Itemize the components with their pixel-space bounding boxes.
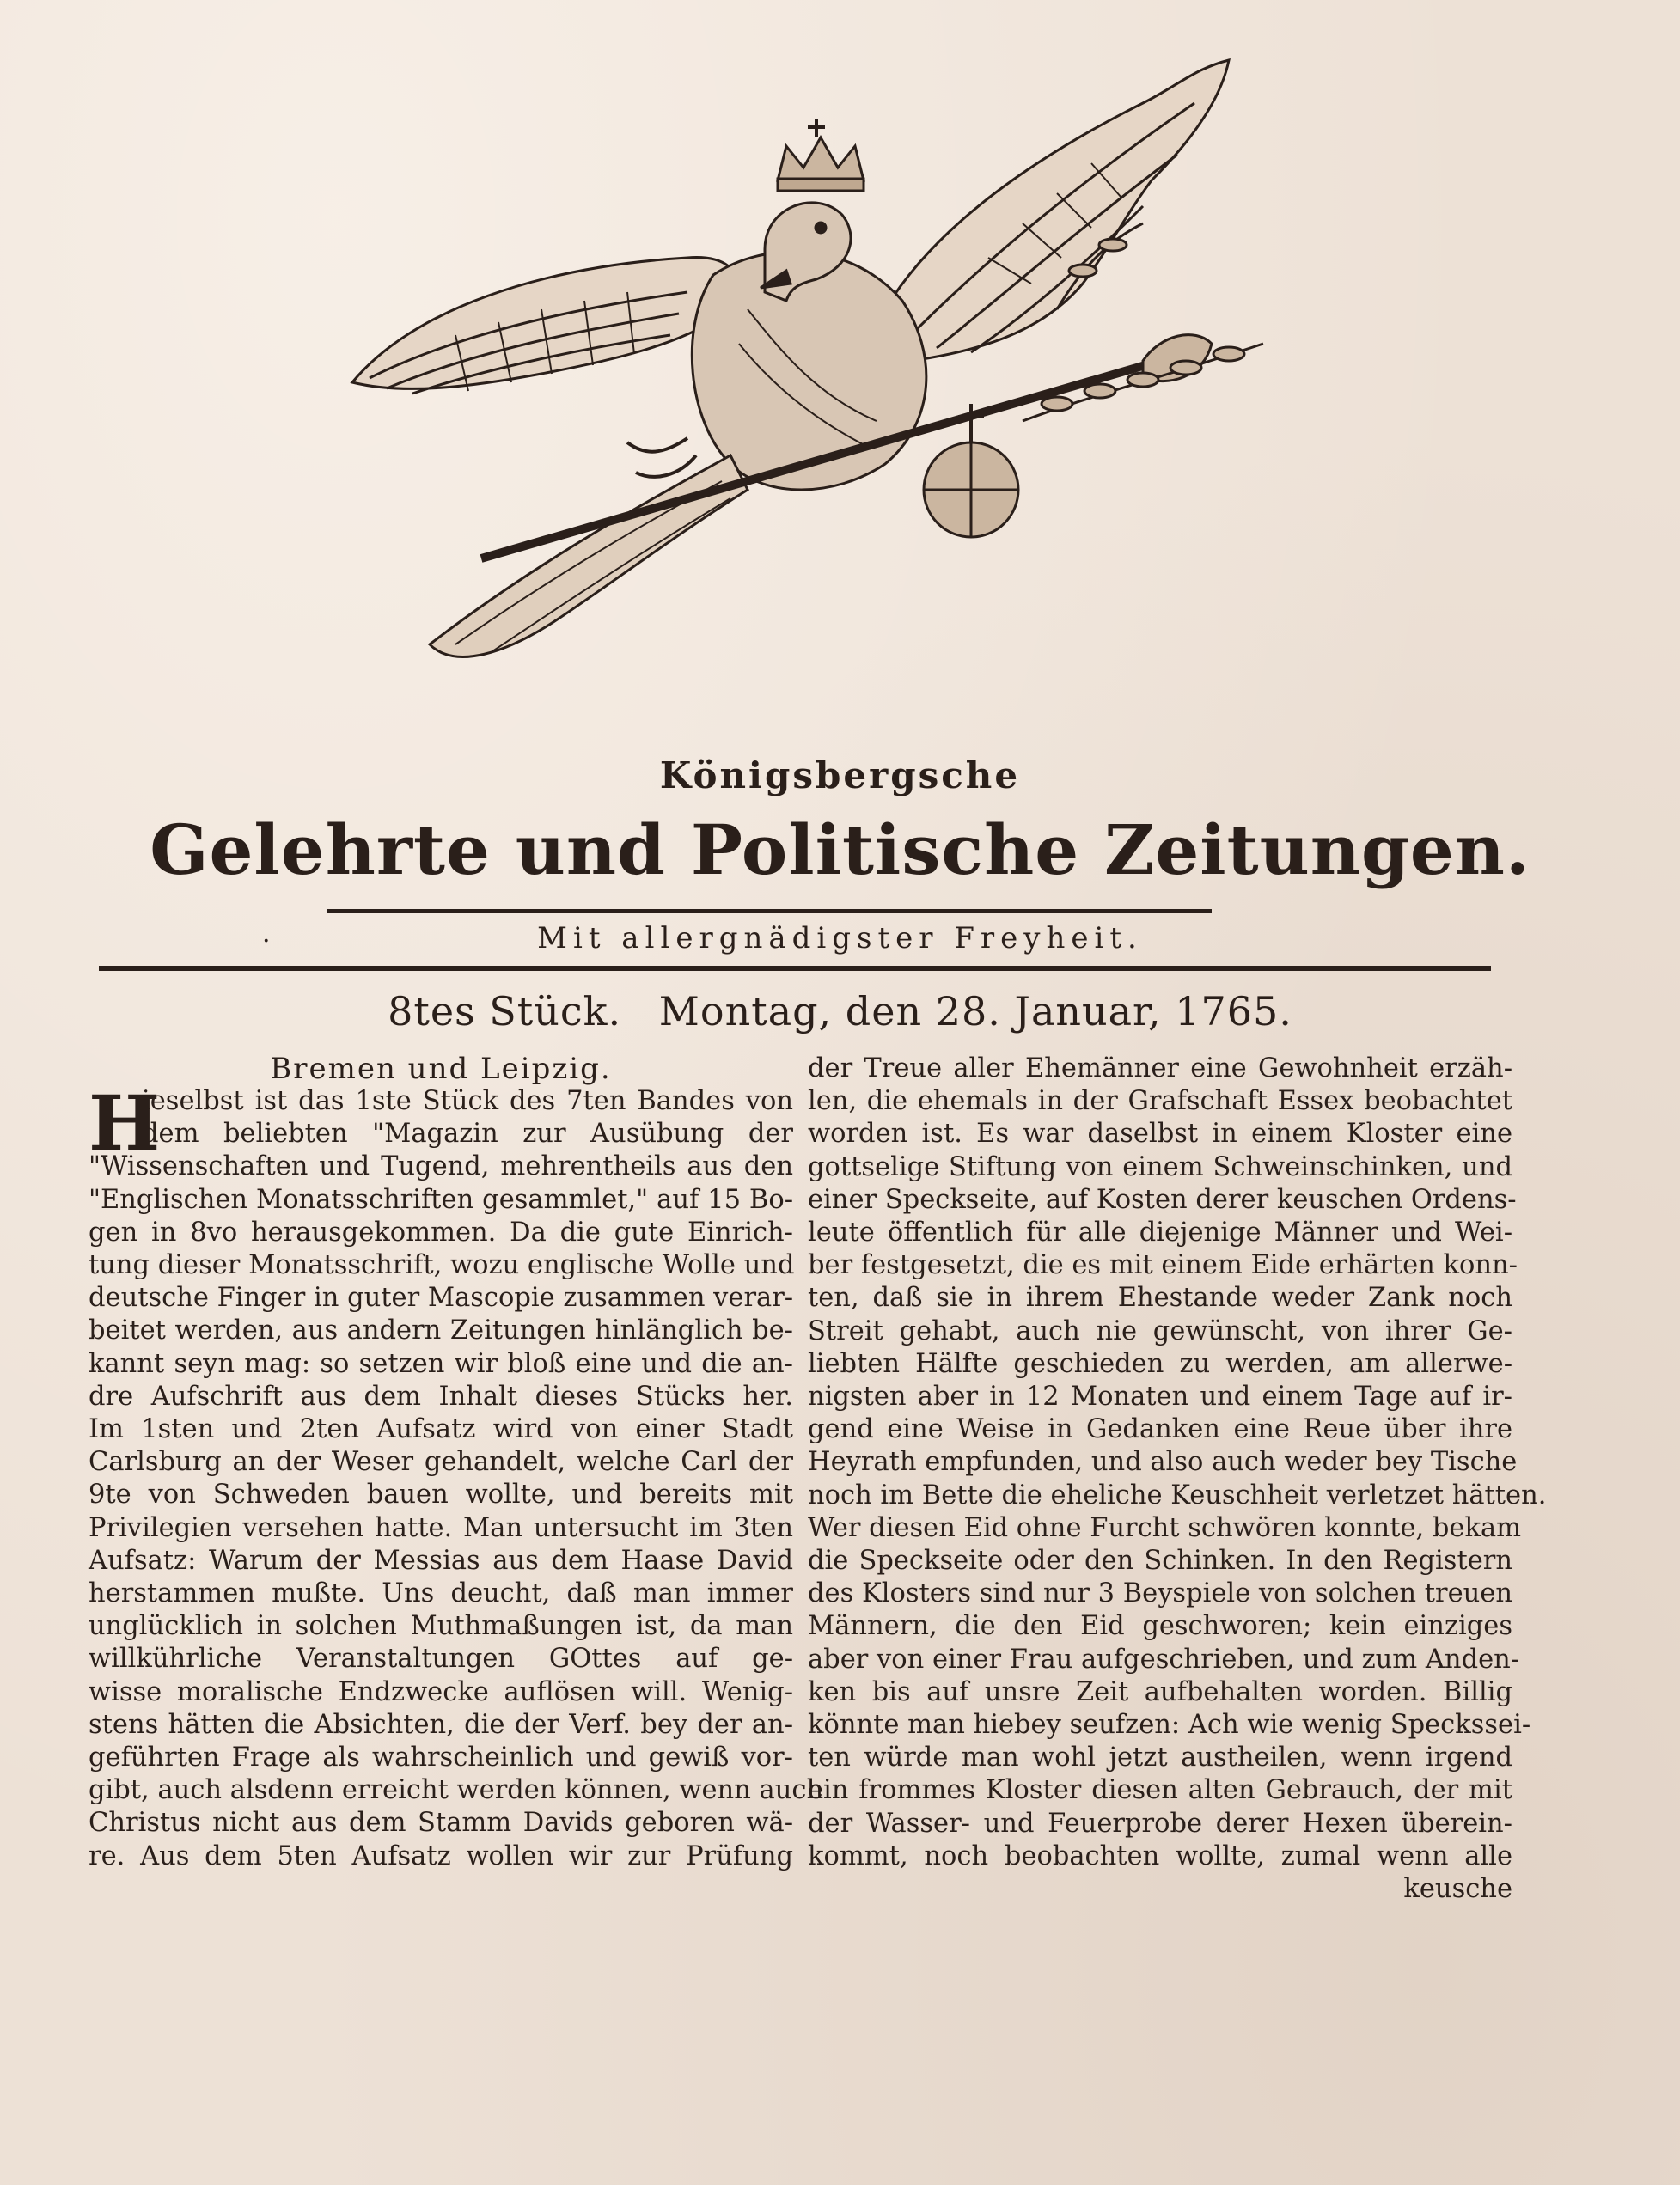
- text-line: unglücklich in solchen Muthmaßungen ist, da man: [89, 1611, 793, 1642]
- text-line: re. Aus dem 5ten Aufsatz wollen wir zur Prüfung: [89, 1840, 793, 1871]
- right-column-text: [808, 1053, 1547, 1906]
- text-line: deutsche Finger in guter Mascopie zusammen verar-: [89, 1283, 794, 1314]
- text-line: kommt, noch beobachten wollte, zumal wenn alle: [808, 1840, 1512, 1871]
- text-line: tung dieser Monatsschrift, wozu englische Wolle und: [89, 1250, 795, 1281]
- text-line: gibt, auch alsdenn erreicht werden können, wenn auch: [89, 1775, 824, 1806]
- text-line: Wer diesen Eid ohne Furcht schwören konnte, bekam: [808, 1512, 1522, 1543]
- text-line: die Speckseite oder den Schinken. In den Registern: [808, 1546, 1512, 1577]
- text-line: stens hätten die Absichten, die der Verf. bey der an-: [89, 1709, 793, 1740]
- text-line: Männern, die den Eid geschworen; kein einziges: [808, 1611, 1512, 1642]
- text-line: Privilegien versehen hatte. Man untersucht im 3ten: [89, 1512, 793, 1543]
- masthead-rule: [327, 909, 1212, 913]
- text-line: könnte man hiebey seufzen: Ach wie wenig Speckssei-: [808, 1710, 1531, 1741]
- issue-line: [0, 988, 1680, 1035]
- column-right: [808, 1053, 1547, 1906]
- text-line: Aufsatz: Warum der Messias aus dem Haase David: [89, 1545, 793, 1576]
- text-line: dre Aufschrift aus dem Inhalt dieses Stücks her.: [89, 1381, 793, 1412]
- column-left: [89, 1052, 824, 1873]
- text-line: Carlsburg an der Weser gehandelt, welche Carl der: [89, 1447, 793, 1478]
- text-line: gend eine Weise in Gedanken eine Reue über ihre: [808, 1414, 1512, 1445]
- text-line: ten würde man wohl jetzt austheilen, wenn irgend: [808, 1743, 1512, 1773]
- text-line: kannt seyn mag: so setzen wir bloß eine und die an-: [89, 1348, 793, 1379]
- text-line: liebten Hälfte geschieden zu werden, am allerwe-: [808, 1348, 1512, 1379]
- text-line: der Treue aller Ehemänner eine Gewohnheit erzäh-: [808, 1053, 1512, 1083]
- text-line-content: ieselbst ist das 1ste Stück des 7ten Bandes von: [142, 1086, 793, 1116]
- eagle-emblem: [284, 52, 1349, 765]
- text-line: des Klosters sind nur 3 Beyspiele von solchen treuen: [808, 1578, 1512, 1609]
- article-heading: Bremen und Leipzig.: [270, 1052, 612, 1086]
- text-line: gottselige Stiftung von einem Schweinschinken, und: [808, 1151, 1512, 1182]
- text-line: willkührliche Veranstaltungen GOttes auf ge-: [89, 1644, 793, 1675]
- text-line: ein frommes Kloster diesen alten Gebrauch, der mit: [808, 1775, 1512, 1806]
- text-line: worden ist. Es war daselbst in einem Kloster eine: [808, 1119, 1512, 1150]
- issue-number: 8tes Stück.: [388, 988, 622, 1035]
- text-line: 9te von Schweden bauen wollte, und bereits mit: [89, 1480, 793, 1511]
- masthead-title: Gelehrte und Politische Zeitungen.: [150, 809, 1530, 890]
- text-line: Heyrath empfunden, und also auch weder bey Tische: [808, 1447, 1518, 1478]
- text-line: nigsten aber in 12 Monaten und einem Tage auf ir-: [808, 1382, 1512, 1413]
- text-line: dem beliebten "Magazin zur Ausübung der: [142, 1119, 793, 1150]
- privilege-line: Mit allergnädigster Freyheit.: [537, 921, 1143, 955]
- text-line: Streit gehabt, auch nie gewünscht, von ihrer Ge-: [808, 1315, 1512, 1346]
- catchword: keusche: [1403, 1874, 1512, 1905]
- text-line: "Wissenschaften und Tugend, mehrentheils aus den: [89, 1151, 793, 1182]
- text-line: der Wasser- und Feuerprobe derer Hexen überein-: [808, 1808, 1512, 1839]
- text-line: Christus nicht aus dem Stamm Davids geboren wä-: [89, 1808, 793, 1839]
- text-line: Im 1sten und 2ten Aufsatz wird von einer Stadt: [89, 1414, 793, 1445]
- text-line: wisse moralische Endzwecke auflösen will. Wenig-: [89, 1676, 793, 1707]
- text-line: leute öffentlich für alle diejenige Männer und Wei-: [808, 1218, 1512, 1248]
- text-line: einer Speckseite, auf Kosten derer keuschen Ordens-: [808, 1184, 1517, 1215]
- drop-cap: H: [89, 1078, 161, 1168]
- text-line: len, die ehemals in der Grafschaft Essex beobachtet: [808, 1086, 1512, 1117]
- text-line: gen in 8vo herausgekommen. Da die gute Einrich-: [89, 1217, 793, 1248]
- privilege-rule: [99, 966, 1491, 971]
- text-line: beitet werden, aus andern Zeitungen hinlänglich be-: [89, 1315, 793, 1346]
- text-line: ber festgesetzt, die es mit einem Eide erhärten konn-: [808, 1250, 1518, 1281]
- text-line: "Englischen Monatsschriften gesammlet," auf 15 Bo-: [89, 1184, 793, 1215]
- text-line: geführten Frage als wahrscheinlich und gewiß vor-: [89, 1743, 793, 1773]
- text-line: ten, daß sie in ihrem Ehestande weder Zank noch: [808, 1283, 1512, 1314]
- left-column-text: [89, 1078, 824, 1873]
- text-line: noch im Bette die eheliche Keuschheit verletzet hätten.: [808, 1480, 1547, 1511]
- text-line: herstammen mußte. Uns deucht, daß man immer: [89, 1578, 793, 1609]
- masthead-kicker: Königsbergsche: [659, 754, 1021, 796]
- issue-date: Montag, den 28. Januar, 1765.: [658, 988, 1292, 1035]
- text-line: aber von einer Frau aufgeschrieben, und zum Anden-: [808, 1644, 1520, 1675]
- text-line: ken bis auf unsre Zeit aufbehalten worden. Billig: [808, 1676, 1512, 1707]
- ornament-dot: ·: [262, 926, 271, 956]
